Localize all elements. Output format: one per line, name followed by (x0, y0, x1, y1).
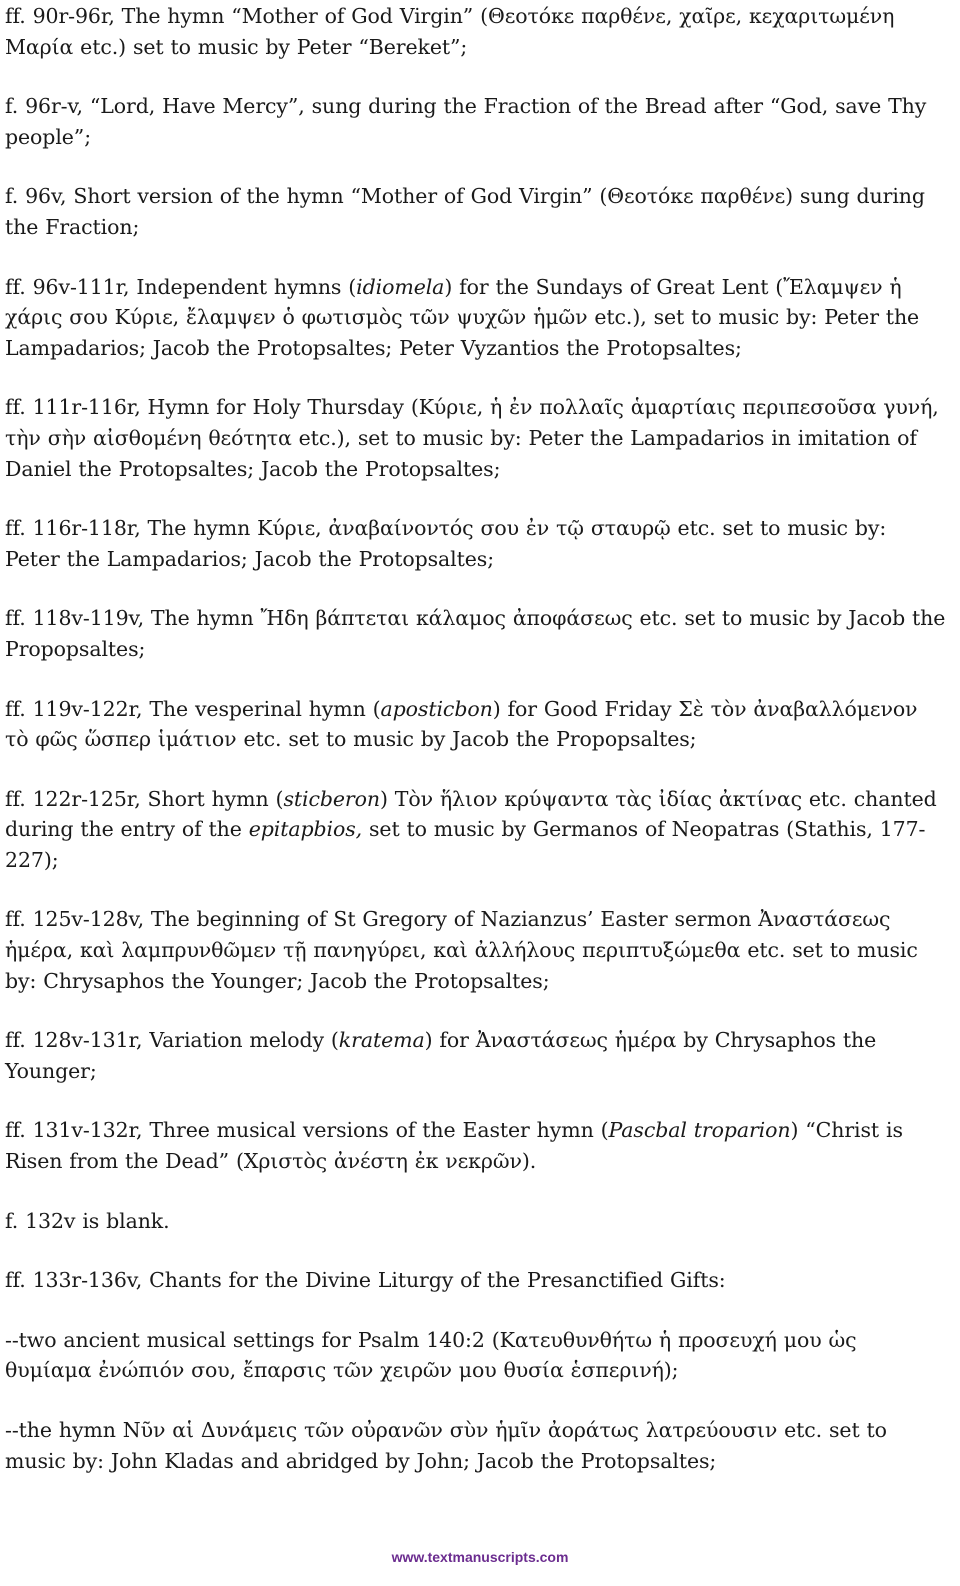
entry-text: ) for the Sundays of Great Lent (Ἔλαμψεν ἡ χάρις σου Κύριε, ἔλαμψεν ὁ φωτισμὸς τῶν ψυχῶν ἡμῶν etc.), set to music by: Peter the Lampadarios; Jacob the Protopsaltes; Peter Vyzantios the Protopsaltes; (5, 274, 920, 360)
folio-entry (5, 513, 947, 574)
folio-entry (5, 181, 947, 242)
italic-term: kratema (338, 1028, 425, 1053)
folio-entry (5, 1415, 947, 1476)
italic-term: sticberon (283, 786, 380, 811)
entry-text: set to music by Germanos of Neopatras (Stathis, 177-227); (5, 817, 926, 872)
entry-text: --two ancient musical settings for Psalm 140:2 (Κατευθυνθήτω ἡ προσευχή μου ὡς θυμίαμα ἐνώπιόν σου, ἔπαρσις τῶν χειρῶν μου θυσία ἑσπερινή); (5, 1327, 857, 1383)
folio-entry (5, 904, 947, 996)
folio-entry (5, 1025, 947, 1086)
entry-text: ) Τὸν ἥλιον κρύψαντα τὰς ἰδίας ἀκτίνας etc. chanted during the entry of the (5, 786, 937, 842)
entry-text: ff. 118v-119v, The hymn Ἤδη βάπτεται κάλαμος ἀποφάσεως etc. set to music by Jacob the Propopsaltes; (5, 606, 946, 661)
italic-term: Pascbal troparion (608, 1118, 791, 1143)
entry-text: --the hymn Νῦν αἱ Δυνάμεις τῶν οὐρανῶν σὺν ἡμῖν ἀοράτως λατρεύουσιν etc. set to music by: John Kladas and abridged by John; Jacob the Protopsaltes; (5, 1418, 887, 1473)
entry-text: ) “Christ is Risen from the Dead” (Χριστὸς ἀνέστη ἐκ νεκρῶν). (5, 1118, 903, 1174)
entry-text: ff. 119v-122r, The vesperinal hymn ( (5, 696, 381, 721)
folio-entry (5, 392, 947, 484)
entry-text: f. 96v, Short version of the hymn “Mother of God Virgin” (Θεοτόκε παρθένε) sung during the Fraction; (5, 184, 925, 239)
entry-text: ) for Good Friday Σὲ τὸν ἀναβαλλόμενον τὸ φῶς ὥσπερ ἱμάτιον etc. set to music by Jacob the Propopsaltes; (5, 696, 918, 752)
folio-entry (5, 1206, 947, 1237)
italic-term: epitapbios, (248, 817, 363, 842)
entry-text: ff. 125v-128v, The beginning of St Gregory of Nazianzus’ Easter sermon Ἀναστάσεως ἡμέρα, καὶ λαμπρυνθῶμεν τῇ πανηγύρει, καὶ ἀλλήλους περιπτυξώμεθα etc. set to music by: Chrysaphos the Younger; Jacob the Protopsaltes; (5, 907, 918, 993)
entry-text: ff. 111r-116r, Hymn for Holy Thursday (Κύριε, ἡ ἐν πολλαῖς ἁμαρτίαις περιπεσοῦσα γυνή, τὴν σὴν αἰσθομένη θεότητα etc.), set to music by: Peter the Lampadarios in imitation of Daniel the Protopsaltes; Jacob the Protopsaltes; (5, 395, 939, 481)
folio-entry (5, 1265, 947, 1296)
footer-url[interactable]: www.textmanuscripts.com (391, 1549, 569, 1565)
entry-text: ff. 128v-131r, Variation melody ( (5, 1028, 339, 1053)
entry-text: ff. 116r-118r, The hymn Κύριε, ἀναβαίνοντός σου ἐν τῷ σταυρῷ etc. set to music by: Peter the Lampadarios; Jacob the Protopsaltes; (5, 516, 887, 571)
entry-text: ) for Ἀναστάσεως ἡμέρα by Chrysaphos the Younger; (5, 1028, 877, 1083)
folio-entry (5, 91, 947, 152)
entry-text: f. 96r-v, “Lord, Have Mercy”, sung during the Fraction of the Bread after “God, save Thy people”; (5, 94, 927, 149)
folio-entry (5, 603, 947, 664)
entry-text: ff. 96v-111r, Independent hymns ( (5, 274, 357, 299)
italic-term: idiomela (356, 274, 445, 299)
folio-entry (5, 784, 947, 876)
entry-text: ff. 131v-132r, Three musical versions of the Easter hymn ( (5, 1118, 609, 1143)
italic-term: aposticbon (380, 696, 493, 721)
manuscript-contents-list (5, 1, 947, 1505)
folio-entry (5, 1115, 947, 1176)
entry-text: f. 132v is blank. (5, 1208, 170, 1233)
entry-text: ff. 133r-136v, Chants for the Divine Liturgy of the Presanctified Gifts: (5, 1268, 726, 1293)
folio-entry (5, 694, 947, 755)
folio-entry (5, 1, 947, 62)
entry-text: ff. 122r-125r, Short hymn ( (5, 786, 284, 811)
folio-entry (5, 1325, 947, 1386)
entry-text: ff. 90r-96r, The hymn “Mother of God Virgin” (Θεοτόκε παρθένε, χαῖρε, κεχαριτωμένη Μαρία etc.) set to music by Peter “Bereket”; (5, 4, 895, 59)
folio-entry (5, 272, 947, 364)
